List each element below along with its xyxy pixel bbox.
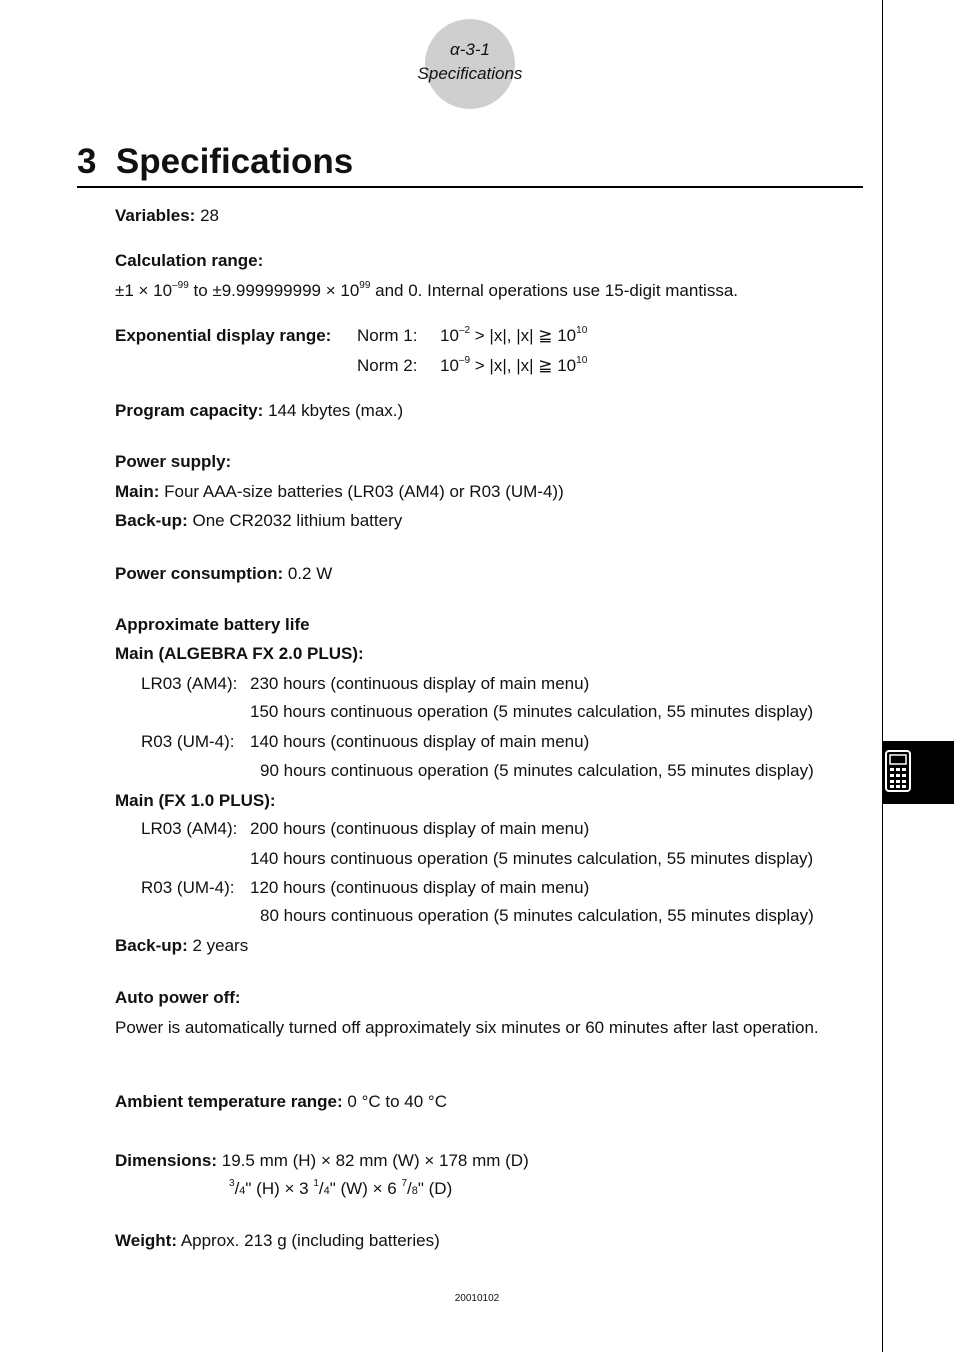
variables-value: 28: [200, 206, 219, 225]
algebra-r03-line1: 140 hours (continuous display of main menu): [250, 732, 590, 751]
weight-value: Approx. 213 g (including batteries): [180, 1231, 440, 1250]
algebra-r03-line2: 90 hours continuous operation (5 minutes calculation, 55 minutes display): [260, 761, 814, 780]
calc-range-value: $\pm 1 \times 10^{-99}$ to $\pm 9.999999999 \times 10^{99}$ and 0. Internal operations use 15-digit mantissa.: [115, 280, 739, 300]
header-title: Specifications: [417, 64, 523, 83]
program-capacity-row: [115, 401, 403, 421]
temperature-row: [115, 1092, 447, 1112]
power-consumption-label: Power consumption:: [115, 564, 284, 583]
chapter-title: [77, 142, 353, 182]
norm1-value: $10^{-2} > |x|$, |x| ≧ $10^{10}$: [440, 325, 588, 345]
norm1-label: Norm 1:: [357, 326, 418, 345]
weight-label: Weight:: [115, 1231, 178, 1250]
battery-backup-row: Back-up: 2 years: [115, 936, 249, 955]
exp-display-label: Exponential display range:: [115, 326, 332, 345]
fx-lr03-label: LR03 (AM4):: [141, 819, 238, 838]
norm2-value: $10^{-9} > |x|$, |x| ≧ $10^{10}$: [440, 355, 588, 375]
algebra-lr03-line2: 150 hours continuous operation (5 minutes calculation, 55 minutes display): [250, 702, 814, 721]
power-supply-backup: Back-up: One CR2032 lithium battery: [115, 511, 403, 530]
algebra-lr03-line1: 230 hours (continuous display of main menu): [250, 674, 590, 693]
fx-main-label: Main (FX 1.0 PLUS):: [115, 791, 276, 810]
chapter-number: 3: [77, 142, 97, 181]
calc-range-label: Calculation range:: [115, 251, 264, 270]
auto-power-off-label: Auto power off:: [115, 988, 241, 1007]
dimensions-label: Dimensions:: [115, 1151, 218, 1170]
program-capacity-value: 144 kbytes (max.): [268, 401, 404, 420]
fx-r03-line1: 120 hours (continuous display of main menu): [250, 878, 590, 897]
temperature-label: Ambient temperature range:: [115, 1092, 343, 1111]
fx-lr03-line1: 200 hours (continuous display of main menu): [250, 819, 590, 838]
fx-r03-label: R03 (UM-4):: [141, 878, 235, 897]
dimensions-imperial: $^3$/4" (H) × 3 $^1$/4" (W) × 6 $^7$/8" (D): [229, 1178, 453, 1198]
dimensions-row: [115, 1151, 529, 1171]
power-supply-label: Power supply:: [115, 452, 232, 471]
algebra-main-label: Main (ALGEBRA FX 2.0 PLUS):: [115, 644, 364, 663]
weight-row: [115, 1231, 440, 1251]
algebra-r03-label: R03 (UM-4):: [141, 732, 235, 751]
fx-r03-line2: 80 hours continuous operation (5 minutes calculation, 55 minutes display): [260, 906, 814, 925]
dimensions-metric: 19.5 mm (H) × 82 mm (W) × 178 mm (D): [221, 1151, 529, 1170]
title-underline: [77, 186, 863, 188]
auto-power-off-text: Power is automatically turned off approximately six minutes or 60 minutes after last operation.: [115, 1018, 819, 1037]
variables-row: [115, 206, 219, 226]
fx-lr03-line2: 140 hours continuous operation (5 minutes calculation, 55 minutes display): [250, 849, 814, 868]
power-supply-main: Main: Four AAA-size batteries (LR03 (AM4) or R03 (UM-4)): [115, 482, 564, 501]
page-edge-rule: [882, 0, 883, 1352]
power-consumption-row: [115, 564, 332, 584]
temperature-value: 0 °C to 40 °C: [347, 1092, 447, 1111]
algebra-lr03-label: LR03 (AM4):: [141, 674, 238, 693]
footer-code: 20010102: [454, 1293, 500, 1304]
page-code: α-3-1: [450, 40, 490, 59]
variables-label: Variables:: [115, 206, 196, 225]
chapter-heading: Specifications: [115, 142, 354, 181]
battery-life-label: Approximate battery life: [115, 615, 310, 634]
power-consumption-value: 0.2 W: [287, 564, 333, 583]
program-capacity-label: Program capacity:: [115, 401, 264, 420]
norm2-label: Norm 2:: [357, 356, 418, 375]
calculator-icon: [884, 749, 914, 793]
